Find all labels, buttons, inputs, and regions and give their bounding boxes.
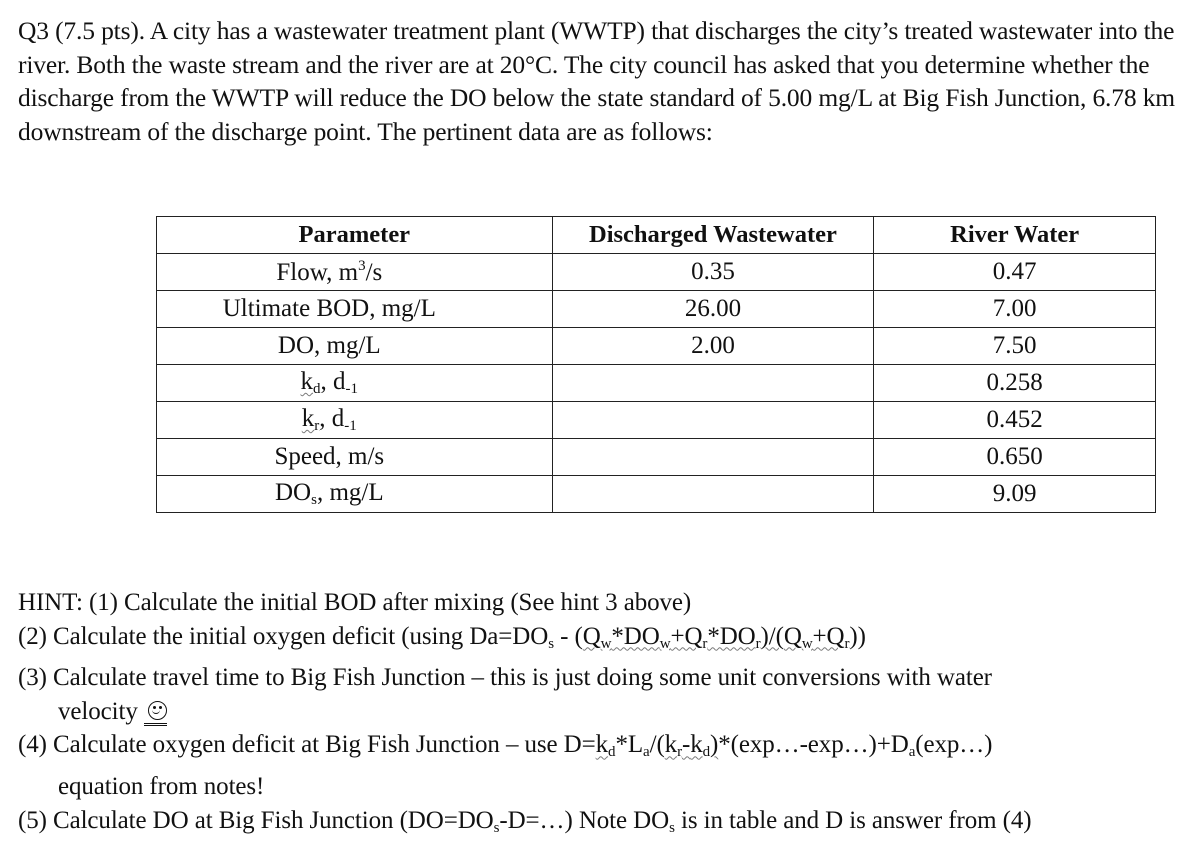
- header-parameter: Parameter: [157, 217, 553, 254]
- param-do: DO, mg/L: [157, 328, 553, 365]
- table-row-kr: [157, 402, 1156, 439]
- table-header-row: [157, 217, 1156, 254]
- param-kd: kd, d-1: [157, 365, 553, 402]
- table-row-flow: [157, 254, 1156, 291]
- header-discharged-wastewater: Discharged Wastewater: [552, 217, 874, 254]
- river-dos: 9.09: [874, 476, 1156, 513]
- table-row-speed: [157, 439, 1156, 476]
- wastewater-flow: 0.35: [552, 254, 874, 291]
- question-paragraph: Q3 (7.5 pts). A city has a wastewater treatment plant (WWTP) that discharges the city’s treated wastewater into the river. Both the waste stream and the river are at 20°C. The city council has asked that you determine whether the discharge from the WWTP will reduce the DO below the state standard of 5.00 mg/L at Big Fish Junction, 6.78 km downstream of the discharge point. The pertinent data are as follows:: [18, 16, 1175, 146]
- wastewater-ultimate-bod: 26.00: [552, 291, 874, 328]
- table-row-kd: [157, 365, 1156, 402]
- smiley-icon: [148, 701, 167, 720]
- river-speed: 0.650: [874, 439, 1156, 476]
- hint-3: (3) Calculate travel time to Big Fish Junction – this is just doing some unit conversions with water: [18, 664, 992, 692]
- table-row-dos: [157, 476, 1156, 513]
- hint-1: HINT: (1) Calculate the initial BOD after mixing (See hint 3 above): [18, 589, 692, 616]
- question-text: [18, 14, 1190, 148]
- hint-3-continued: velocity: [18, 695, 1190, 729]
- hint-2: (2) Calculate the initial oxygen deficit (using Da=DOs - (Qw*DOw+Qr*DOr)/(Qw+Qr)): [18, 622, 866, 652]
- wastewater-kr: [552, 402, 874, 439]
- param-kr: kr, d-1: [157, 402, 553, 439]
- param-ultimate-bod: Ultimate BOD, mg/L: [157, 291, 553, 328]
- param-flow: Flow, $m^3/s$: [157, 254, 553, 291]
- hint-5: (5) Calculate DO at Big Fish Junction (DO=DOs-D=…) Note DOs is in table and D is answer from (4): [18, 806, 1032, 836]
- hint-4: (4) Calculate oxygen deficit at Big Fish Junction – use D=kd*La/(kr-kd)*(exp…-exp…)+Da(exp…): [18, 731, 993, 761]
- parameter-table: [156, 216, 1156, 513]
- table-row-ultimate-bod: [157, 291, 1156, 328]
- hint-4-continued: equation from notes!: [58, 772, 265, 800]
- header-river-water: River Water: [874, 217, 1156, 254]
- wastewater-dos: [552, 476, 874, 513]
- table-row-do: [157, 328, 1156, 365]
- hints-section: [18, 586, 1190, 845]
- wastewater-kd: [552, 365, 874, 402]
- wastewater-speed: [552, 439, 874, 476]
- wastewater-do: 2.00: [552, 328, 874, 365]
- river-do: 7.50: [874, 328, 1156, 365]
- river-ultimate-bod: 7.00: [874, 291, 1156, 328]
- river-kr: 0.452: [874, 402, 1156, 439]
- river-flow: 0.47: [874, 254, 1156, 291]
- param-dos: DOs, mg/L: [157, 476, 553, 513]
- param-speed: Speed, m/s: [157, 439, 553, 476]
- river-kd: 0.258: [874, 365, 1156, 402]
